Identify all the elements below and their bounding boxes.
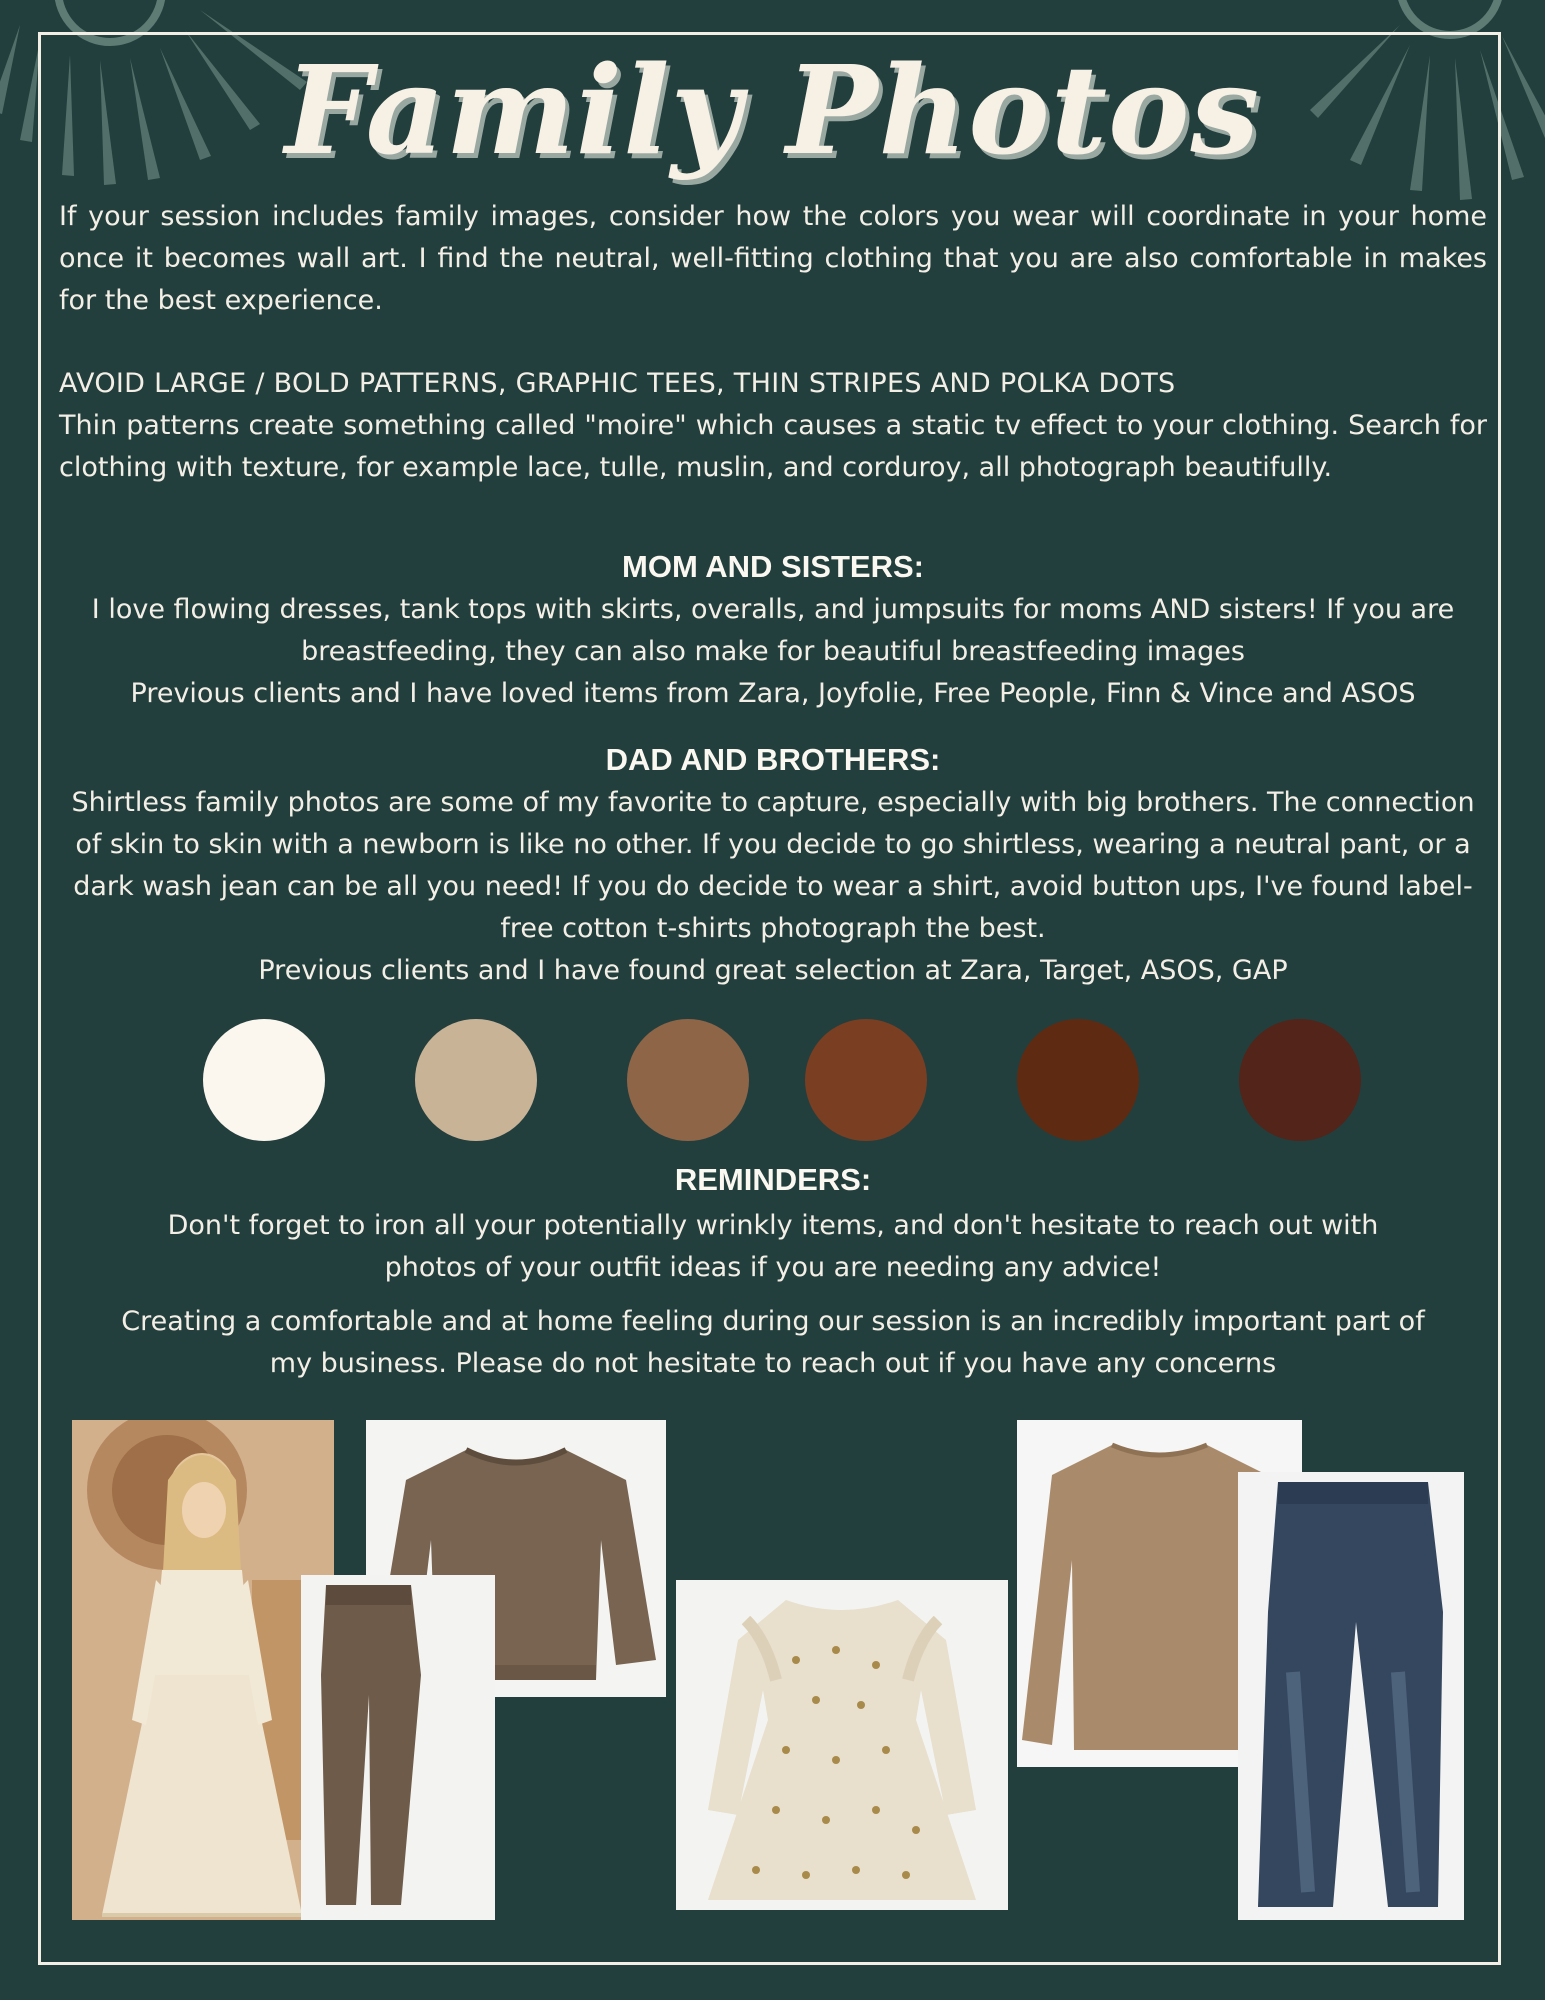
dad-body: Shirtless family photos are some of my favorite to capture, especially with big brothers. The connection of skin to skin with a newborn is like no other. If you decide to go shirtless, wearing a neutral pant, or a dark wash jean can be all you need! If you do decide to wear a shirt, avoid button ups, I've found label-free cotton t-shirts photograph the best. (71, 787, 1475, 944)
color-swatch (415, 1019, 537, 1141)
mom-section (59, 545, 1487, 715)
patterns-body: Thin patterns create something called "moire" which causes a static tv effect to your clothing. Search for clothing with texture, for example lace, tulle, muslin, and corduroy, all photograph beautifully. (59, 410, 1487, 483)
mom-brands: Previous clients and I have loved items from Zara, Joyfolie, Free People, Finn & Vince and ASOS (130, 678, 1416, 709)
mom-heading: MOM AND SISTERS: (622, 549, 924, 584)
intro-text: If your session includes family images, consider how the colors you wear will coordinate in your home once it becomes wall art. I find the neutral, well-fitting clothing that you are also comfortable in makes for the best experience. (59, 201, 1487, 316)
color-swatch (1017, 1019, 1139, 1141)
page-title: Family Photos (284, 38, 1261, 182)
photo-knit-leggings (301, 1575, 495, 1920)
reminders-heading: REMINDERS: (674, 1162, 872, 1197)
color-swatch (627, 1019, 749, 1141)
color-swatch (805, 1019, 927, 1141)
dad-section (59, 738, 1487, 992)
patterns-section (59, 363, 1487, 489)
dad-brands: Previous clients and I have found great selection at Zara, Target, ASOS, GAP (258, 955, 1288, 986)
reminders-text-2: Creating a comfortable and at home feeling during our session is an incredibly important part of my business. Please do not hesitate to reach out if you have any concerns (121, 1306, 1425, 1379)
dad-heading: DAD AND BROTHERS: (605, 742, 941, 777)
photo-woman-dress (72, 1420, 334, 1920)
reminders-section (59, 1155, 1487, 1385)
patterns-heading: AVOID LARGE / BOLD PATTERNS, GRAPHIC TEES, THIN STRIPES AND POLKA DOTS (59, 368, 1176, 399)
reminders-text-1: Don't forget to iron all your potentially wrinkly items, and don't hesitate to reach out with photos of your outfit ideas if you are needing any advice! (167, 1210, 1379, 1283)
color-swatch (1239, 1019, 1361, 1141)
photo-floral-dress (676, 1580, 1008, 1910)
color-swatch (203, 1019, 325, 1141)
mom-body: I love flowing dresses, tank tops with skirts, overalls, and jumpsuits for moms AND sisters! If you are breastfeeding, they can also make for beautiful breastfeeding images (91, 594, 1455, 667)
photo-dark-jeans (1238, 1472, 1464, 1920)
